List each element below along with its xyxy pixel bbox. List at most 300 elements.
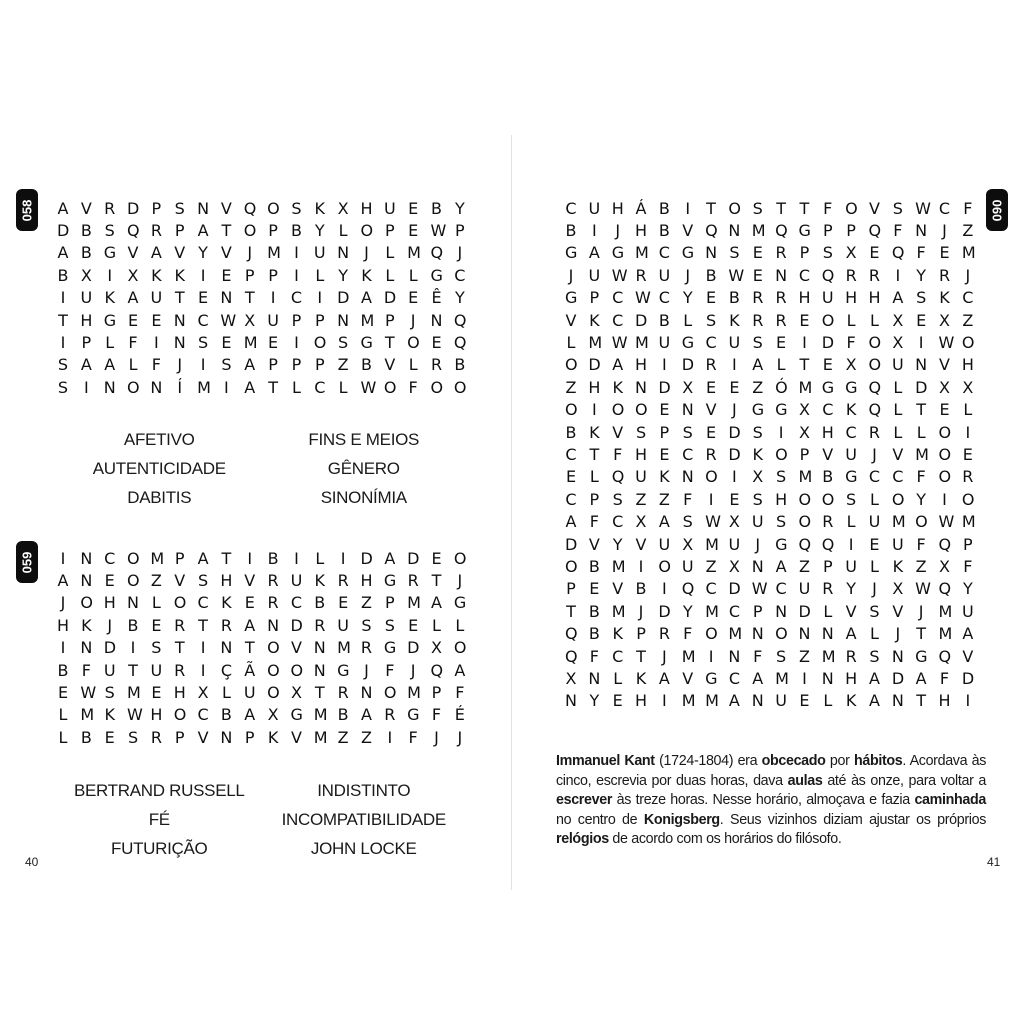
grid-letter: N <box>751 691 764 711</box>
grid-letter: P <box>455 221 465 241</box>
grid-letter: O <box>728 198 741 218</box>
grid-letter: L <box>846 310 856 330</box>
grid-letter: E <box>408 198 419 218</box>
grid-letter: A <box>360 288 372 308</box>
grid-letter: G <box>845 377 858 397</box>
grid-letter: V <box>822 444 834 464</box>
grid-letter: V <box>127 243 139 263</box>
grid-letter: V <box>682 221 694 241</box>
grid-letter: D <box>681 355 695 375</box>
grid-letter: I <box>294 548 299 568</box>
grid-letter: V <box>612 422 624 442</box>
grid-letter: N <box>751 624 764 644</box>
word-list-item: JOHN LOCKE <box>310 839 417 858</box>
grid-letter: C <box>705 333 717 353</box>
grid-letter: E <box>729 377 740 397</box>
grid-letter: V <box>384 355 396 375</box>
grid-letter: Z <box>337 727 349 747</box>
grid-letter: E <box>659 444 670 464</box>
grid-letter: X <box>939 556 950 576</box>
grid-letter: O <box>611 400 625 420</box>
grid-letter: O <box>453 638 467 658</box>
grid-letter: I <box>270 288 276 308</box>
grid-letter: Z <box>360 727 372 747</box>
grid-letter: L <box>823 601 833 621</box>
grid-letter: F <box>589 646 599 666</box>
grid-letter: O <box>313 333 327 353</box>
grid-letter: J <box>410 660 416 680</box>
grid-letter: M <box>80 705 95 725</box>
text-segment: por <box>825 753 854 769</box>
grid-letter: X <box>565 668 577 688</box>
grid-letter: D <box>728 444 741 464</box>
grid-letter: X <box>798 400 810 420</box>
grid-059-row <box>57 547 466 569</box>
grid-letter: K <box>589 422 600 442</box>
grid-letter: B <box>588 601 600 621</box>
grid-letter: T <box>221 221 232 241</box>
word-list-item: FUTURIÇÃO <box>111 839 208 858</box>
grid-letter: P <box>268 221 278 241</box>
grid-letter: E <box>706 422 717 442</box>
word-search-grid-060 <box>565 197 974 712</box>
grid-letter: C <box>612 310 624 330</box>
grid-letter: E <box>869 534 880 554</box>
grid-letter: N <box>220 638 233 658</box>
grid-letter: X <box>728 512 740 532</box>
grid-letter: T <box>916 691 927 711</box>
grid-letter: O <box>891 489 905 509</box>
grid-letter: D <box>57 221 70 241</box>
grid-letter: G <box>290 705 303 725</box>
grid-letter: N <box>751 556 764 576</box>
grid-letter: L <box>916 422 926 442</box>
grid-letter: M <box>588 333 603 353</box>
grid-letter: I <box>965 422 971 442</box>
grid-letter: V <box>80 198 92 218</box>
grid-letter: L <box>105 333 115 353</box>
grid-letter: U <box>243 683 256 703</box>
grid-letter: U <box>588 265 601 285</box>
grid-letter: Q <box>938 579 952 599</box>
grid-letter: J <box>638 601 644 621</box>
grid-letter: R <box>822 579 834 599</box>
grid-letter: R <box>775 310 787 330</box>
keyword: escrever <box>556 792 613 809</box>
grid-letter: S <box>892 198 903 218</box>
grid-letter: Y <box>454 198 465 218</box>
grid-letter: L <box>128 355 138 375</box>
grid-letter: O <box>938 444 952 464</box>
grid-letter: H <box>845 668 858 688</box>
grid-letter: N <box>891 646 904 666</box>
grid-letter: G <box>821 377 835 397</box>
grid-letter: Y <box>846 579 857 599</box>
grid-letter: C <box>658 288 670 308</box>
grid-letter: S <box>752 422 763 442</box>
grid-letter: Ó <box>775 377 788 397</box>
grid-letter: H <box>360 198 373 218</box>
grid-letter: I <box>247 548 253 568</box>
grid-letter: E <box>57 683 69 703</box>
grid-letter: Ç <box>220 660 232 680</box>
grid-letter: T <box>916 624 927 644</box>
grid-letter: M <box>915 444 929 464</box>
grid-letter: R <box>775 288 787 308</box>
grid-letter: D <box>658 601 671 621</box>
grid-059-row <box>57 726 466 748</box>
grid-letter: A <box>868 691 880 711</box>
grid-letter: T <box>566 601 576 621</box>
grid-letter: Ê <box>431 288 442 308</box>
grid-letter: A <box>454 660 466 680</box>
grid-letter: B <box>658 310 670 330</box>
grid-060-row <box>565 555 974 577</box>
grid-letter: M <box>611 601 626 621</box>
grid-letter: E <box>198 288 209 308</box>
grid-letter: C <box>197 593 209 613</box>
grid-letter: G <box>681 333 695 353</box>
grid-letter: X <box>845 243 857 263</box>
grid-letter: L <box>683 310 693 330</box>
grid-letter: P <box>314 310 325 330</box>
grid-letter: Q <box>453 310 467 330</box>
text-segment: no centro de <box>556 811 644 828</box>
grid-letter: O <box>565 400 578 420</box>
grid-letter: B <box>80 243 92 263</box>
grid-letter: R <box>150 727 162 747</box>
word-list-058 <box>57 430 466 508</box>
grid-letter: C <box>892 467 904 487</box>
grid-letter: H <box>845 288 858 308</box>
grid-letter: Q <box>565 624 578 644</box>
grid-letter: N <box>635 377 648 397</box>
grid-letter: O <box>821 489 835 509</box>
grid-letter: B <box>314 593 326 613</box>
grid-letter: Y <box>314 221 325 241</box>
grid-letter: M <box>681 646 696 666</box>
grid-060-row <box>565 667 974 689</box>
grid-letter: G <box>611 243 625 263</box>
grid-060-row <box>565 242 974 264</box>
grid-letter: R <box>174 615 186 635</box>
grid-060-row <box>565 197 974 219</box>
keyword: Konigsberg <box>643 811 720 828</box>
grid-letter: Í <box>177 377 183 397</box>
grid-letter: Z <box>915 556 927 576</box>
grid-letter: M <box>611 556 626 576</box>
grid-060-row <box>565 264 974 286</box>
grid-letter: B <box>267 548 279 568</box>
keyword: Immanuel Kant <box>556 753 655 769</box>
grid-letter: O <box>360 221 374 241</box>
grid-letter: A <box>244 615 256 635</box>
grid-letter: U <box>80 288 93 308</box>
grid-letter: T <box>174 638 185 658</box>
grid-letter: S <box>197 571 209 591</box>
grid-letter: R <box>337 571 349 591</box>
grid-letter: C <box>728 601 740 621</box>
grid-060-row <box>565 533 974 555</box>
grid-letter: F <box>916 243 926 263</box>
grid-letter: Q <box>821 534 835 554</box>
grid-letter: T <box>128 660 138 680</box>
grid-letter: G <box>798 221 811 241</box>
grid-letter: W <box>430 221 447 241</box>
grid-letter: V <box>220 243 232 263</box>
grid-letter: B <box>588 556 600 576</box>
grid-letter: N <box>267 615 280 635</box>
grid-letter: A <box>752 355 764 375</box>
grid-059-row <box>57 637 466 659</box>
grid-letter: M <box>775 668 789 688</box>
grid-letter: K <box>81 615 92 635</box>
grid-letter: Q <box>821 265 835 285</box>
grid-letter: O <box>961 489 975 509</box>
grid-letter: S <box>104 683 115 703</box>
grid-letter: Y <box>682 601 693 621</box>
grid-letter: E <box>752 265 763 285</box>
grid-letter: N <box>360 683 373 703</box>
text-segment: . Acordava às cinco, escrevia por duas horas, dava <box>556 753 987 789</box>
grid-letter: O <box>430 377 444 397</box>
grid-060-row <box>565 421 974 443</box>
grid-letter: C <box>658 243 670 263</box>
grid-letter: U <box>337 615 349 635</box>
grid-letter: G <box>407 705 420 725</box>
grid-letter: U <box>658 534 671 554</box>
grid-letter: I <box>918 333 924 353</box>
grid-letter: F <box>916 534 926 554</box>
grid-letter: G <box>430 265 443 285</box>
grid-letter: L <box>58 727 68 747</box>
grid-letter: H <box>635 444 648 464</box>
grid-letter: H <box>220 571 233 591</box>
grid-letter: J <box>895 624 901 644</box>
grid-letter: P <box>291 310 302 330</box>
grid-letter: O <box>658 556 671 576</box>
grid-letter: U <box>150 660 163 680</box>
grid-letter: N <box>173 310 186 330</box>
grid-060-row <box>565 600 974 622</box>
grid-letter: U <box>658 333 671 353</box>
grid-letter: O <box>290 660 304 680</box>
grid-letter: J <box>410 310 416 330</box>
grid-letter: W <box>360 377 377 397</box>
grid-letter: I <box>662 691 667 711</box>
grid-letter: I <box>708 489 714 509</box>
grid-letter: P <box>589 288 600 308</box>
grid-letter: Q <box>938 646 952 666</box>
grid-letter: S <box>822 243 833 263</box>
grid-060-row <box>565 645 974 667</box>
grid-058-row <box>57 287 466 309</box>
grid-letter: U <box>658 265 671 285</box>
grid-letter: V <box>174 571 186 591</box>
grid-letter: S <box>846 489 857 509</box>
grid-letter: L <box>455 615 465 635</box>
grid-letter: J <box>615 221 621 241</box>
grid-letter: L <box>870 310 879 330</box>
grid-letter: O <box>961 333 975 353</box>
grid-letter: L <box>291 377 301 397</box>
grid-letter: Z <box>752 377 764 397</box>
grid-letter: K <box>612 624 623 644</box>
grid-letter: S <box>612 489 623 509</box>
grid-letter: B <box>57 265 69 285</box>
grid-letter: L <box>58 705 68 725</box>
grid-letter: J <box>662 646 667 666</box>
grid-letter: U <box>891 534 904 554</box>
grid-letter: B <box>658 221 670 241</box>
grid-letter: A <box>197 221 209 241</box>
grid-letter: X <box>892 579 904 599</box>
keyword: caminhada <box>914 792 986 809</box>
grid-letter: J <box>364 660 369 680</box>
grid-060-row <box>565 376 974 398</box>
grid-letter: I <box>802 333 807 353</box>
grid-letter: K <box>104 288 115 308</box>
grid-letter: H <box>961 355 974 375</box>
grid-letter: W <box>635 288 651 308</box>
grid-letter: X <box>127 265 139 285</box>
grid-letter: D <box>961 668 975 688</box>
grid-letter: T <box>268 377 278 397</box>
grid-letter: S <box>361 615 372 635</box>
grid-letter: R <box>220 615 232 635</box>
grid-letter: R <box>635 265 647 285</box>
grid-letter: S <box>752 198 763 218</box>
grid-letter: F <box>823 198 833 218</box>
grid-letter: B <box>360 355 372 375</box>
grid-letter: O <box>127 548 140 568</box>
grid-letter: V <box>565 310 577 330</box>
grid-letter: M <box>635 333 649 353</box>
grid-letter: M <box>751 221 766 241</box>
grid-letter: N <box>173 333 186 353</box>
grid-letter: I <box>638 556 644 576</box>
grid-letter: W <box>80 683 97 703</box>
grid-letter: D <box>728 579 741 599</box>
grid-letter: P <box>799 444 810 464</box>
grid-letter: C <box>962 288 974 308</box>
grid-letter: A <box>80 355 92 375</box>
grid-letter: U <box>290 571 303 591</box>
keyword: hábitos <box>853 753 903 769</box>
grid-letter: S <box>869 601 880 621</box>
grid-letter: P <box>799 243 810 263</box>
word-list-item: INDISTINTO <box>317 781 411 800</box>
word-list-item: SINONÍMIA <box>320 488 407 507</box>
grid-letter: V <box>588 534 600 554</box>
grid-letter: D <box>728 422 741 442</box>
grid-letter: A <box>244 377 256 397</box>
grid-letter: D <box>407 638 420 658</box>
grid-letter: O <box>243 221 257 241</box>
grid-letter: I <box>60 638 66 658</box>
grid-letter: L <box>589 467 599 487</box>
word-search-grid-058 <box>57 197 466 399</box>
grid-letter: S <box>869 646 880 666</box>
grid-letter: P <box>384 310 395 330</box>
grid-letter: M <box>681 691 696 711</box>
grid-letter: L <box>846 512 856 532</box>
grid-letter: N <box>430 310 443 330</box>
grid-letter: N <box>565 691 577 711</box>
grid-letter: D <box>588 355 601 375</box>
grid-letter: V <box>197 727 209 747</box>
grid-letter: H <box>775 489 788 509</box>
grid-letter: I <box>732 467 737 487</box>
grid-letter: M <box>313 727 328 747</box>
grid-letter: Z <box>798 556 810 576</box>
grid-letter: F <box>963 198 973 218</box>
grid-letter: A <box>360 705 372 725</box>
grid-letter: R <box>845 646 857 666</box>
grid-letter: O <box>635 400 648 420</box>
grid-letter: R <box>430 355 443 375</box>
grid-letter: H <box>611 198 624 218</box>
grid-letter: L <box>338 221 348 241</box>
puzzle-badge-060: 060 <box>986 189 1008 231</box>
grid-letter: P <box>268 265 278 285</box>
grid-letter: H <box>938 691 951 711</box>
grid-letter: O <box>845 198 858 218</box>
grid-letter: Q <box>127 221 140 241</box>
grid-letter: L <box>151 593 161 613</box>
grid-letter: O <box>775 624 788 644</box>
grid-letter: A <box>57 198 69 218</box>
grid-letter: Z <box>635 489 647 509</box>
grid-letter: M <box>313 705 328 725</box>
grid-letter: G <box>775 400 788 420</box>
keyword: aulas <box>787 772 823 789</box>
grid-letter: Y <box>338 265 349 285</box>
grid-letter: M <box>961 512 976 532</box>
page-number-left: 40 <box>25 855 39 869</box>
grid-letter: M <box>891 512 906 532</box>
word-list-item: GÊNERO <box>327 459 400 478</box>
grid-letter: R <box>314 615 326 635</box>
grid-letter: L <box>893 422 903 442</box>
grid-letter: R <box>104 198 116 218</box>
grid-letter: P <box>589 489 600 509</box>
grid-letter: C <box>938 198 951 218</box>
grid-letter: X <box>267 705 279 725</box>
grid-letter: L <box>776 355 786 375</box>
word-list-059 <box>57 781 466 859</box>
grid-letter: V <box>705 400 717 420</box>
grid-letter: R <box>868 422 881 442</box>
grid-letter: S <box>104 221 115 241</box>
grid-letter: R <box>962 467 974 487</box>
grid-letter: U <box>961 601 974 621</box>
grid-letter: É <box>454 705 465 725</box>
grid-letter: Q <box>243 198 257 218</box>
grid-letter: Y <box>916 265 927 285</box>
grid-letter: X <box>337 198 349 218</box>
grid-letter: T <box>431 571 442 591</box>
grid-letter: N <box>80 571 93 591</box>
grid-letter: E <box>939 243 950 263</box>
grid-letter: E <box>151 683 162 703</box>
grid-letter: N <box>197 198 210 218</box>
grid-letter: I <box>317 288 323 308</box>
grid-letter: K <box>174 265 185 285</box>
keyword: obcecado <box>761 753 826 769</box>
text-segment: (1724-1804) era <box>654 753 762 769</box>
grid-letter: A <box>962 624 974 644</box>
